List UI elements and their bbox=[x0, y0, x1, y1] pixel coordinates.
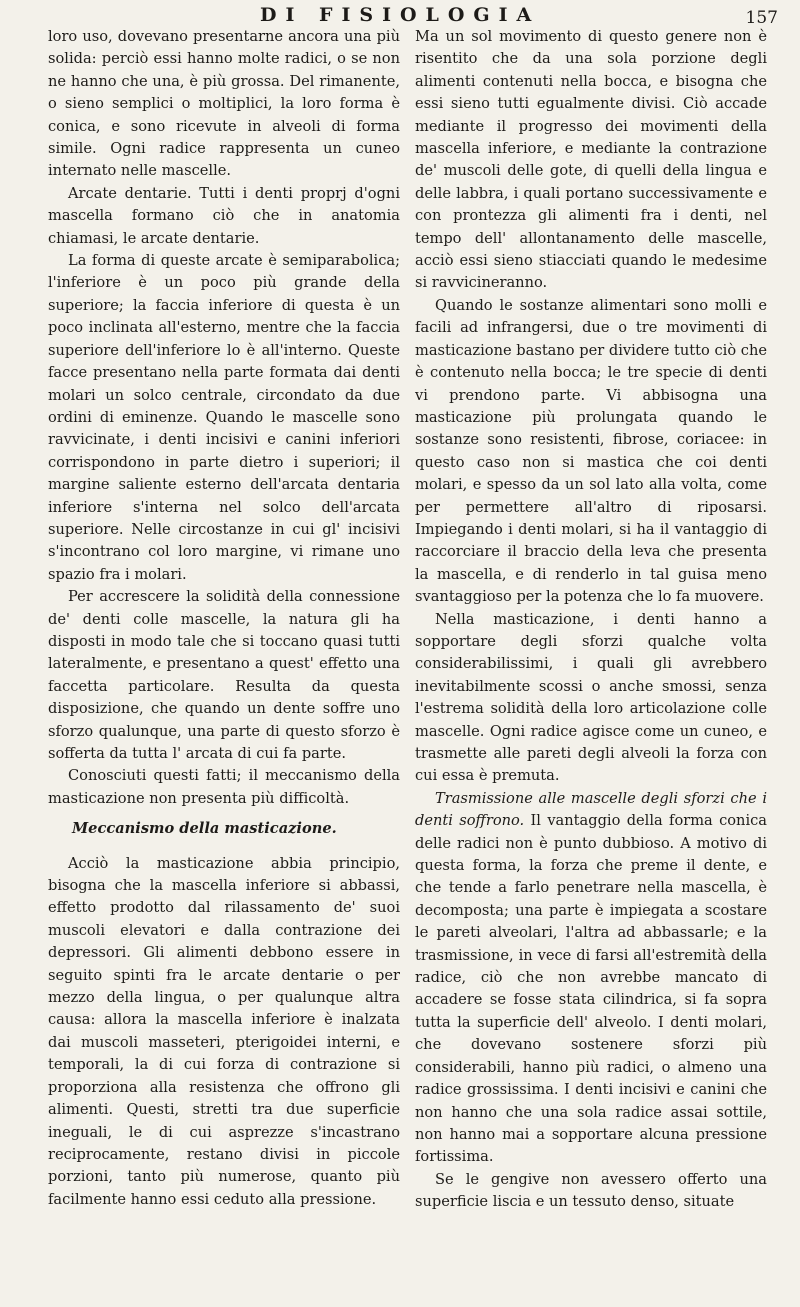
paragraph: La forma di queste arcate è semiparabolica; l'inferiore è un poco più grande della superiore; la faccia inferiore di questa è un poco inclinata all'esterno, mentre che la faccia superiore dell'inferiore lo è all'interno. Queste facce presentano nella parte formata dai denti molari un solco centrale, circondato da due ordini di eminenze. Quando le mascelle sono ravvicinate, i denti incisivi e canini inferiori corrispondono in parte dietro i superiori; il margine saliente esterno dell'arcata dentaria inferiore s'interna nel solco dell'arcata superiore. Nelle circostanze in cui gl' incisivi s'incontrano col loro margine, vi rimane uno spazio fra i molari. bbox=[48, 252, 400, 583]
inline-heading: Trasmissione alle mascelle degli sforzi che i denti soffrono. bbox=[415, 789, 767, 830]
paragraph: Conosciuti questi fatti; il meccanismo della masticazione non presenta più difficoltà. bbox=[48, 767, 400, 807]
paragraph-arcate-dentarie: Arcate dentarie. Tutti i denti proprj d'ogni mascella formano ciò che in anatomia chiamasi, le arcate dentarie. bbox=[48, 184, 400, 247]
right-column bbox=[415, 26, 767, 1214]
paragraph: Per accrescere la solidità della connessione de' denti colle mascelle, la natura gli ha disposti in modo tale che si toccano quasi tutti lateralmente, e presentano a quest' effetto una faccetta particolare. Resulta da questa disposizione, che quando un dente soffre uno sforzo qualunque, una parte di questo sforzo è sofferta da tutta l' arcata di cui fa parte. bbox=[48, 588, 400, 762]
left-column bbox=[48, 26, 400, 1211]
paragraph: Quando le sostanze alimentari sono molli e facili ad infrangersi, due o tre movimenti di masticazione bastano per dividere tutto ciò che è contenuto nella bocca; le tre specie di denti vi prendono parte. Vi abbisogna una masticazione più prolungata quando le sostanze sono resistenti, fibrose, coriacee: in questo caso non si mastica che coi denti molari, e spesso da un sol lato alla volta, come per permettere all'altro di riposarsi. Impiegando i denti molari, si ha il vantaggio di raccorciare il braccio della leva che presenta la mascella, e di renderlo in tal guisa meno svantaggioso per la potenza che lo fa muovere. bbox=[415, 296, 767, 606]
section-heading: Meccanismo della masticazione. bbox=[72, 820, 337, 838]
page-number: 157 bbox=[745, 8, 778, 28]
running-title: DI FISIOLOGIA bbox=[260, 4, 541, 26]
paragraph-body: Il vantaggio della forma conica delle radici non è punto dubbioso. A motivo di questa forma, la forza che preme il dente, e che tende a farlo penetrare nella mascella, è decomposta; una parte è impiegata a scostare le pareti alveolari, l'altra ad abbassarle; e la trasmissione, in vece di farsi all'estremità della radice, ciò che non avrebbe mancato di accadere se fosse stata cilindrica, si fa sopra tutta la superficie dell' alveolo. I denti molari, che dovevano sostenere sforzi più considerabili, hanno più radici, o almeno una radice grossissima. I denti incisivi e canini che non hanno che una sola radice assai sottile, non hanno mai a sopportare alcuna pressione fortissima. bbox=[415, 812, 767, 1166]
paragraph: loro uso, dovevano presentarne ancora una più solida: perciò essi hanno molte radici, o se non ne hanno che una, è più grossa. Del rimanente, o sieno semplici o moltiplici, la loro forma è conica, e sono ricevute in alveoli di forma simile. Ogni radice rappresenta un cuneo internato nelle mascelle. bbox=[48, 28, 400, 180]
paragraph: Se le gengive non avessero offerto una superficie liscia e un tessuto denso, situate bbox=[415, 1170, 767, 1211]
paragraph: Ma un sol movimento di questo genere non è risentito che da una sola porzione degli alimenti contenuti nella bocca, e bisogna che essi sieno tutti egualmente divisi. Ciò accade mediante il progresso dei movimenti della mascella inferiore, e mediante la contrazione de' muscoli delle gote, di quelli della lingua e delle labbra, i quali portano successivamente e con prontezza gli alimenti fra i denti, nel tempo dell' allontanamento delle mascelle, acciò essi sieno stiacciati quando le medesime si ravvicineranno. bbox=[415, 28, 767, 292]
paragraph: Acciò la masticazione abbia principio, bisogna che la mascella inferiore si abbassi, effetto prodotto dal rilassamento de' suoi muscoli elevatori e dalla contrazione dei depressori. Gli alimenti debbono essere in seguito spinti fra le arcate dentarie o per mezzo della lingua, o per qualunque altra causa: allora la mascella inferiore è inalzata dai muscoli masseteri, pterigoidei interni, e temporali, la di cui forza di contrazione si proporziona alla resistenza che offrono gli alimenti. Questi, stretti tra due superficie ineguali, le di cui asprezze s'incastrano reciprocamente, restano divisi in piccole porzioni, tanto più numerose, quanto più facilmente hanno essi ceduto alla pressione. bbox=[48, 854, 400, 1208]
paragraph: Nella masticazione, i denti hanno a sopportare degli sforzi qualche volta considerabilissimi, i quali gli avrebbero inevitabilmente scossi o anche smossi, senza l'estrema solidità della loro articolazione colle mascelle. Ogni radice agisce come un cuneo, e trasmette alle pareti degli alveoli la forza con cui essa è premuta. bbox=[415, 610, 767, 785]
paragraph-trasmissione bbox=[415, 788, 767, 1169]
